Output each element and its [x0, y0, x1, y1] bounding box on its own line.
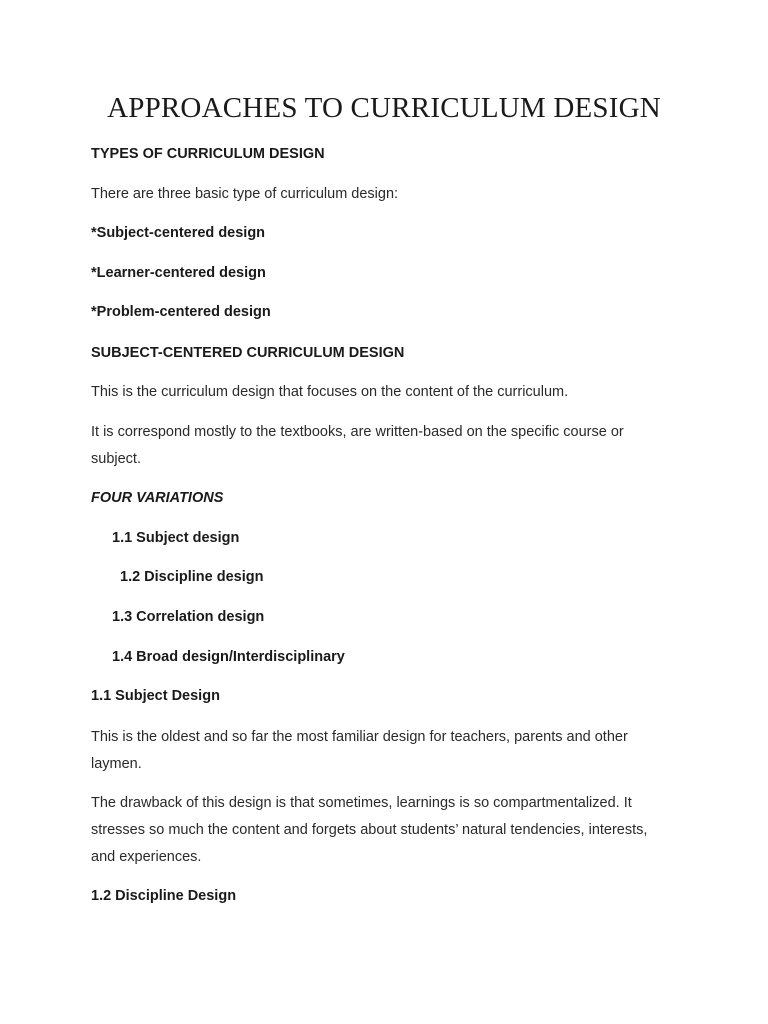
variation-item-2: 1.2 Discipline design: [120, 569, 264, 585]
discipline-design-heading: 1.2 Discipline Design: [91, 888, 237, 904]
types-heading: TYPES OF CURRICULUM DESIGN: [91, 146, 325, 162]
subject-design-para-1-line-1: This is the oldest and so far the most familiar design for teachers, parents and other: [91, 729, 628, 745]
document-title: APPROACHES TO CURRICULUM DESIGN: [107, 92, 661, 124]
subject-para-2-line-2: subject.: [91, 451, 141, 467]
subject-design-para-2-line-3: and experiences.: [91, 849, 202, 865]
subject-centered-heading: SUBJECT-CENTERED CURRICULUM DESIGN: [91, 345, 405, 361]
variation-item-1: 1.1 Subject design: [112, 530, 240, 546]
type-item-subject: *Subject-centered design: [91, 225, 266, 241]
subject-design-para-1-line-2: laymen.: [91, 756, 142, 772]
subject-para-1: This is the curriculum design that focuses on the content of the curriculum.: [91, 384, 569, 400]
type-item-problem: *Problem-centered design: [91, 304, 271, 320]
variation-item-4: 1.4 Broad design/Interdisciplinary: [112, 649, 345, 665]
subject-design-para-2-line-2: stresses so much the content and forgets about students’ natural tendencies, interests,: [91, 822, 648, 838]
subject-para-2-line-1: It is correspond mostly to the textbooks, are written-based on the specific course or: [91, 424, 624, 440]
subject-design-heading: 1.1 Subject Design: [91, 688, 220, 704]
subject-design-para-2-line-1: The drawback of this design is that sometimes, learnings is so compartmentalized. It: [91, 795, 632, 811]
variation-item-3: 1.3 Correlation design: [112, 609, 265, 625]
variations-heading: FOUR VARIATIONS: [91, 490, 224, 506]
types-intro: There are three basic type of curriculum design:: [91, 186, 399, 202]
type-item-learner: *Learner-centered design: [91, 265, 266, 281]
